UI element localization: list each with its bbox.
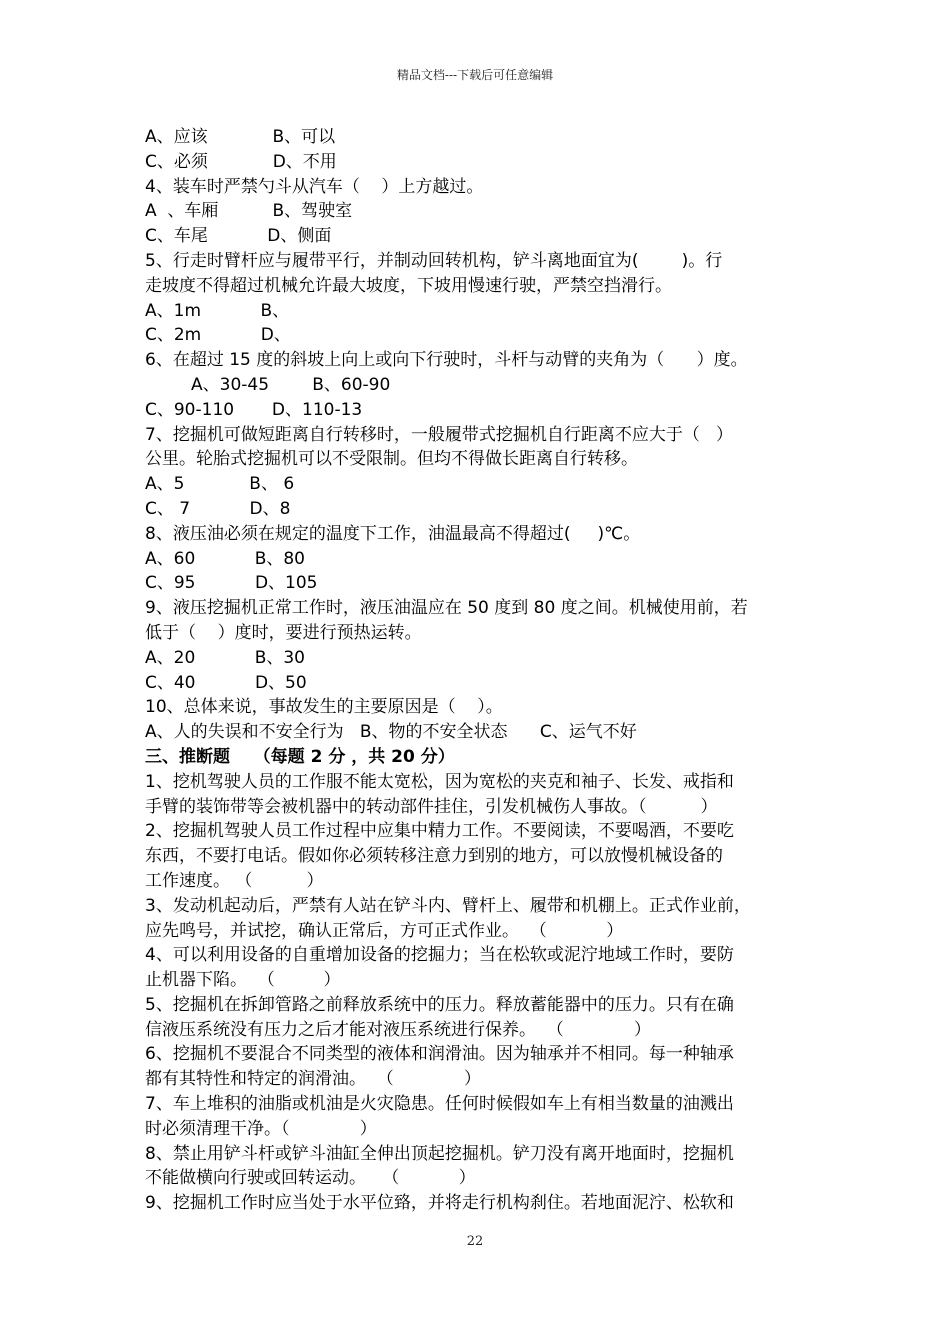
text-line: 都有其特性和特定的润滑油。 （ ）	[145, 1069, 482, 1090]
text-line: 东西，不要打电话。假如你必须转移注意力到别的地方，可以放慢机械设备的	[145, 846, 723, 867]
text-line: 信液压系统没有压力之后才能对液压系统进行保养。 （ ）	[145, 1019, 652, 1040]
text-line: 8、液压油必须在规定的温度下工作，油温最高不得超过( )℃。	[145, 523, 641, 544]
text-line: A、1m B、	[145, 300, 290, 321]
text-line: 三、推断题 （每题 2 分 ，共 20 分）	[145, 746, 455, 767]
text-line: 5、行走时臂杆应与履带平行，并制动回转机构，铲斗离地面宜为( )。行	[145, 250, 723, 271]
text-line: 不能做横向行驶或回转运动。 （ ）	[145, 1168, 476, 1189]
text-line: C、 7 D、8	[145, 498, 291, 519]
text-line: 4、可以利用设备的自重增加设备的挖掘力；当在松软或泥泞地域工作时，要防	[145, 945, 734, 966]
text-line: C、必须 D、不用	[145, 151, 337, 172]
text-line: 1、挖机驾驶人员的工作服不能太宽松，因为宽松的夹克和袖子、长发、戒指和	[145, 771, 734, 792]
text-line: A、30-45 B、60-90	[191, 374, 391, 395]
text-line: 走坡度不得超过机械允许最大坡度，下坡用慢速行驶，严禁空挡滑行。	[145, 275, 672, 296]
text-line: 10、总体来说，事故发生的主要原因是（ ）。	[145, 697, 503, 718]
text-line: 工作速度。 （ ）	[145, 870, 324, 891]
text-line: A 、车厢 B、驾驶室	[145, 201, 353, 222]
text-line: 8、禁止用铲斗杆或铲斗油缸全伸出顶起挖掘机。铲刀没有离开地面时，挖掘机	[145, 1143, 734, 1164]
page-header: 精品文档---下载后可任意编辑	[396, 68, 554, 82]
text-line: 6、在超过 15 度的斜坡上向上或向下行驶时，斗杆与动臂的夹角为（ ）度。	[145, 350, 748, 371]
text-line: C、90-110 D、110-13	[145, 399, 363, 420]
text-line: C、2m D、	[145, 325, 291, 346]
text-line: 时必须清理干净。（ ）	[145, 1118, 377, 1139]
text-line: 9、挖掘机工作时应当处于水平位臵，并将走行机构刹住。若地面泥泞、松软和	[145, 1193, 734, 1214]
text-line: 9、液压挖掘机正常工作时，液压油温应在 50 度到 80 度之间。机械使用前，若	[145, 598, 748, 619]
text-line: 公里。轮胎式挖掘机可以不受限制。但均不得做长距离自行转移。	[145, 449, 638, 470]
text-line: C、95 D、105	[145, 573, 318, 594]
text-line: 低于（ ）度时，要进行预热运转。	[145, 622, 422, 643]
text-line: A、应该 B、可以	[145, 127, 336, 147]
text-line: A、60 B、80	[145, 548, 305, 569]
page-number: 22	[466, 1234, 484, 1249]
text-line: 手臂的装饰带等会被机器中的转动部件挂住，引发机械伤人事故。（ ）	[145, 796, 718, 817]
text-line: C、车尾 D、侧面	[145, 226, 332, 247]
text-line: 2、挖掘机驾驶人员工作过程中应集中精力工作。不要阅读，不要喝酒，不要吃	[145, 821, 734, 842]
text-line: 4、装车时严禁勺斗从汽车（ ）上方越过。	[145, 176, 484, 197]
text-line: 3、发动机起动后，严禁有人站在铲斗内、臂杆上、履带和机棚上。正式作业前，	[145, 895, 751, 916]
text-line: A、人的失误和不安全行为 B、物的不安全状态 C、运气不好	[145, 722, 637, 743]
text-line: 7、车上堆积的油脂或机油是火灾隐患。任何时候假如车上有相当数量的油溅出	[145, 1094, 734, 1115]
text-line: A、20 B、30	[145, 647, 305, 668]
text-line: A、5 B、 6	[145, 474, 295, 495]
document-body	[145, 125, 825, 1216]
text-line: 6、挖掘机不要混合不同类型的液体和润滑油。因为轴承并不相同。每一种轴承	[145, 1044, 734, 1065]
text-line: 5、挖掘机在拆卸管路之前释放系统中的压力。释放蓄能器中的压力。只有在确	[145, 994, 734, 1015]
text-line: 7、挖掘机可做短距离自行转移时，一般履带式挖掘机自行距离不应大于（ ）	[145, 424, 734, 445]
text-line: C、40 D、50	[145, 672, 307, 693]
text-line: 应先鸣号，并试挖，确认正常后，方可正式作业。 （ ）	[145, 920, 624, 941]
text-line: 止机器下陷。 （ ）	[145, 970, 341, 991]
